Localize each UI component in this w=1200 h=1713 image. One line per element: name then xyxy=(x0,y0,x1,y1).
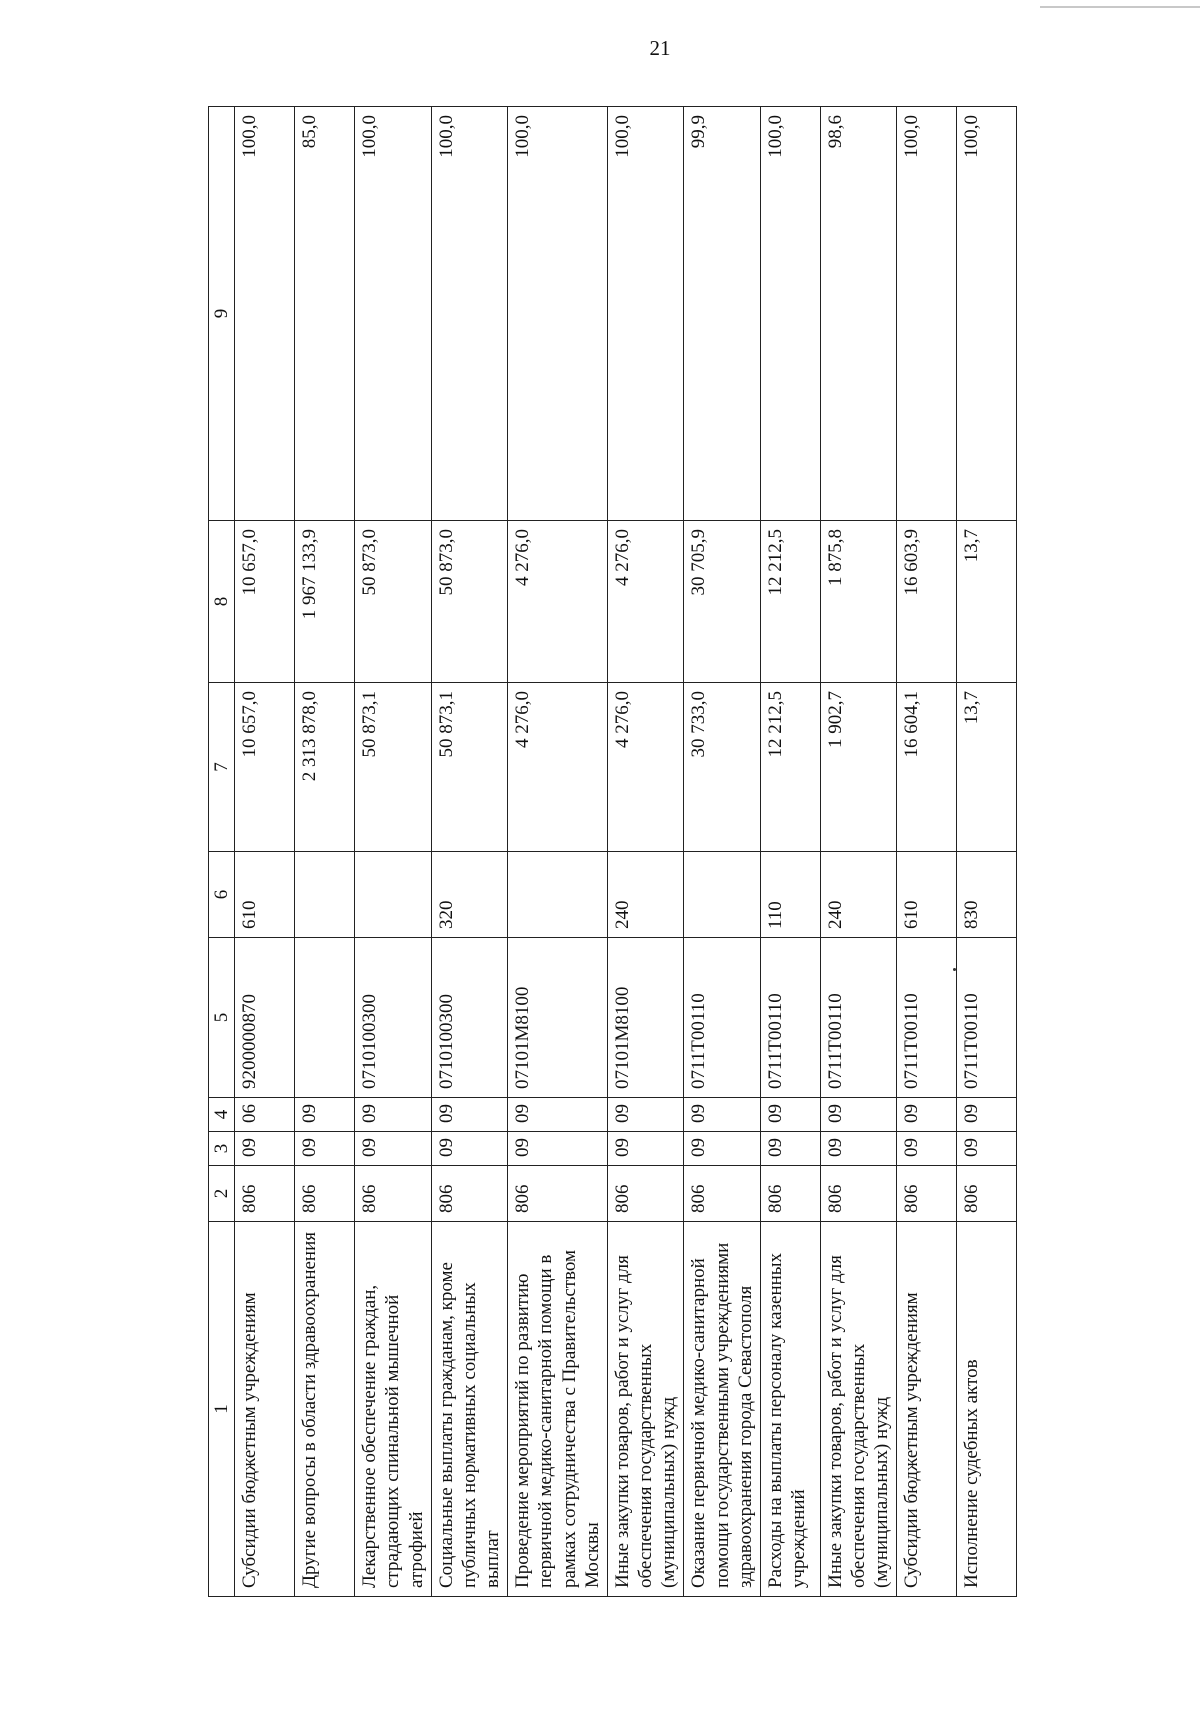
row-col8: 30 705,9 xyxy=(684,521,761,683)
row-col5: 0711Т00110 xyxy=(957,938,1017,1098)
row-col4: 09 xyxy=(820,1098,897,1132)
top-edge-rule xyxy=(1040,6,1200,8)
row-col8: 1 875,8 xyxy=(820,521,897,683)
column-header: 6 xyxy=(209,852,235,938)
row-col3: 09 xyxy=(820,1132,897,1166)
table-row xyxy=(295,107,355,1597)
column-header: 4 xyxy=(209,1098,235,1132)
row-col6 xyxy=(355,852,432,938)
row-col7: 12 212,5 xyxy=(760,683,820,852)
table-row xyxy=(897,107,957,1597)
row-col7: 30 733,0 xyxy=(684,683,761,852)
row-col2: 806 xyxy=(957,1166,1017,1222)
row-col9: 98,6 xyxy=(820,107,897,521)
row-name: Другие вопросы в области здравоохранения xyxy=(295,1222,355,1597)
column-header: 9 xyxy=(209,107,235,521)
row-col4: 09 xyxy=(431,1098,508,1132)
table-row xyxy=(607,107,684,1597)
row-col7: 13,7 xyxy=(957,683,1017,852)
row-col6: 610 xyxy=(235,852,295,938)
table-row xyxy=(820,107,897,1597)
table-row xyxy=(684,107,761,1597)
row-col6: 830 xyxy=(957,852,1017,938)
row-col5: 0711Т00110 xyxy=(760,938,820,1098)
row-col3: 09 xyxy=(355,1132,432,1166)
row-col8: 1 967 133,9 xyxy=(295,521,355,683)
table-row xyxy=(760,107,820,1597)
column-header: 7 xyxy=(209,683,235,852)
row-col3: 09 xyxy=(508,1132,608,1166)
row-col9: 99,9 xyxy=(684,107,761,521)
row-col6: 240 xyxy=(820,852,897,938)
row-col8: 50 873,0 xyxy=(355,521,432,683)
row-col2: 806 xyxy=(235,1166,295,1222)
row-col6 xyxy=(684,852,761,938)
row-col2: 806 xyxy=(431,1166,508,1222)
table-header-row xyxy=(209,107,235,1597)
column-header: 5 xyxy=(209,938,235,1098)
row-col7: 2 313 878,0 xyxy=(295,683,355,852)
row-col7: 10 657,0 xyxy=(235,683,295,852)
row-name: Исполнение судебных актов xyxy=(957,1222,1017,1597)
row-name: Социальные выплаты гражданам, кроме публичных нормативных социальных выплат xyxy=(431,1222,508,1597)
row-col4: 09 xyxy=(760,1098,820,1132)
table-row xyxy=(431,107,508,1597)
row-col4: 09 xyxy=(684,1098,761,1132)
row-col9: 100,0 xyxy=(235,107,295,521)
row-col4: 09 xyxy=(355,1098,432,1132)
row-name: Иные закупки товаров, работ и услуг для обеспечения государственных (муниципальных) нужд xyxy=(607,1222,684,1597)
row-col5: 0711Т00110 xyxy=(897,938,957,1098)
row-name: Субсидии бюджетным учреждениям xyxy=(897,1222,957,1597)
row-col3: 09 xyxy=(897,1132,957,1166)
column-header: 8 xyxy=(209,521,235,683)
row-name: Расходы на выплаты персоналу казенных учреждений xyxy=(760,1222,820,1597)
row-col9: 100,0 xyxy=(607,107,684,521)
budget-table xyxy=(208,106,1017,1597)
row-col7: 50 873,1 xyxy=(431,683,508,852)
row-name: Лекарственное обеспечение граждан, страдающих спинальной мышечной атрофией xyxy=(355,1222,432,1597)
row-col9: 100,0 xyxy=(431,107,508,521)
row-col9: 85,0 xyxy=(295,107,355,521)
row-col8: 10 657,0 xyxy=(235,521,295,683)
row-col7: 4 276,0 xyxy=(508,683,608,852)
row-col7: 16 604,1 xyxy=(897,683,957,852)
row-col8: 4 276,0 xyxy=(607,521,684,683)
row-name: Субсидии бюджетным учреждениям xyxy=(235,1222,295,1597)
table-row xyxy=(957,107,1017,1597)
row-col9: 100,0 xyxy=(355,107,432,521)
row-col2: 806 xyxy=(355,1166,432,1222)
row-col4: 09 xyxy=(957,1098,1017,1132)
column-header: 2 xyxy=(209,1166,235,1222)
row-col6 xyxy=(508,852,608,938)
page-number: 21 xyxy=(649,36,671,60)
row-col7: 50 873,1 xyxy=(355,683,432,852)
row-col5: 9200000870 xyxy=(235,938,295,1098)
row-col4: 09 xyxy=(508,1098,608,1132)
row-col3: 09 xyxy=(957,1132,1017,1166)
row-col6: 240 xyxy=(607,852,684,938)
row-name: Иные закупки товаров, работ и услуг для обеспечения государственных (муниципальных) нужд xyxy=(820,1222,897,1597)
table-row xyxy=(355,107,432,1597)
row-col2: 806 xyxy=(607,1166,684,1222)
row-col5: 0711Т00110 xyxy=(684,938,761,1098)
table-row xyxy=(235,107,295,1597)
row-col2: 806 xyxy=(820,1166,897,1222)
row-col8: 4 276,0 xyxy=(508,521,608,683)
row-col3: 09 xyxy=(235,1132,295,1166)
row-col5: 07101M8100 xyxy=(508,938,608,1098)
row-col3: 09 xyxy=(760,1132,820,1166)
row-col2: 806 xyxy=(295,1166,355,1222)
row-col8: 12 212,5 xyxy=(760,521,820,683)
row-col7: 4 276,0 xyxy=(607,683,684,852)
row-col5: 0710100300 xyxy=(355,938,432,1098)
row-col9: 100,0 xyxy=(897,107,957,521)
row-col4: 09 xyxy=(897,1098,957,1132)
table-row xyxy=(508,107,608,1597)
row-name: Проведение мероприятий по развитию первичной медико-санитарной помощи в рамках сотрудничества с Правительством Москвы xyxy=(508,1222,608,1597)
row-col3: 09 xyxy=(431,1132,508,1166)
row-col2: 806 xyxy=(760,1166,820,1222)
row-col6 xyxy=(295,852,355,938)
row-col5 xyxy=(295,938,355,1098)
row-col3: 09 xyxy=(295,1132,355,1166)
row-col7: 1 902,7 xyxy=(820,683,897,852)
column-header: 3 xyxy=(209,1132,235,1166)
row-name: Оказание первичной медико-санитарной помощи государственными учреждениями здравоохранения города Севастополя xyxy=(684,1222,761,1597)
row-col2: 806 xyxy=(684,1166,761,1222)
row-col6: 610 xyxy=(897,852,957,938)
row-col6: 110 xyxy=(760,852,820,938)
row-col8: 16 603,9 xyxy=(897,521,957,683)
row-col5: 07101M8100 xyxy=(607,938,684,1098)
row-col6: 320 xyxy=(431,852,508,938)
row-col2: 806 xyxy=(508,1166,608,1222)
row-col3: 09 xyxy=(607,1132,684,1166)
row-col8: 50 873,0 xyxy=(431,521,508,683)
row-col9: 100,0 xyxy=(957,107,1017,521)
row-col8: 13,7 xyxy=(957,521,1017,683)
row-col9: 100,0 xyxy=(760,107,820,521)
row-col4: 09 xyxy=(607,1098,684,1132)
row-col2: 806 xyxy=(897,1166,957,1222)
row-col4: 09 xyxy=(295,1098,355,1132)
row-col5: 0711Т00110 xyxy=(820,938,897,1098)
rotated-table-container xyxy=(208,107,1017,1597)
row-col9: 100,0 xyxy=(508,107,608,521)
row-col4: 06 xyxy=(235,1098,295,1132)
column-header: 1 xyxy=(209,1222,235,1597)
row-col5: 0710100300 xyxy=(431,938,508,1098)
row-col3: 09 xyxy=(684,1132,761,1166)
